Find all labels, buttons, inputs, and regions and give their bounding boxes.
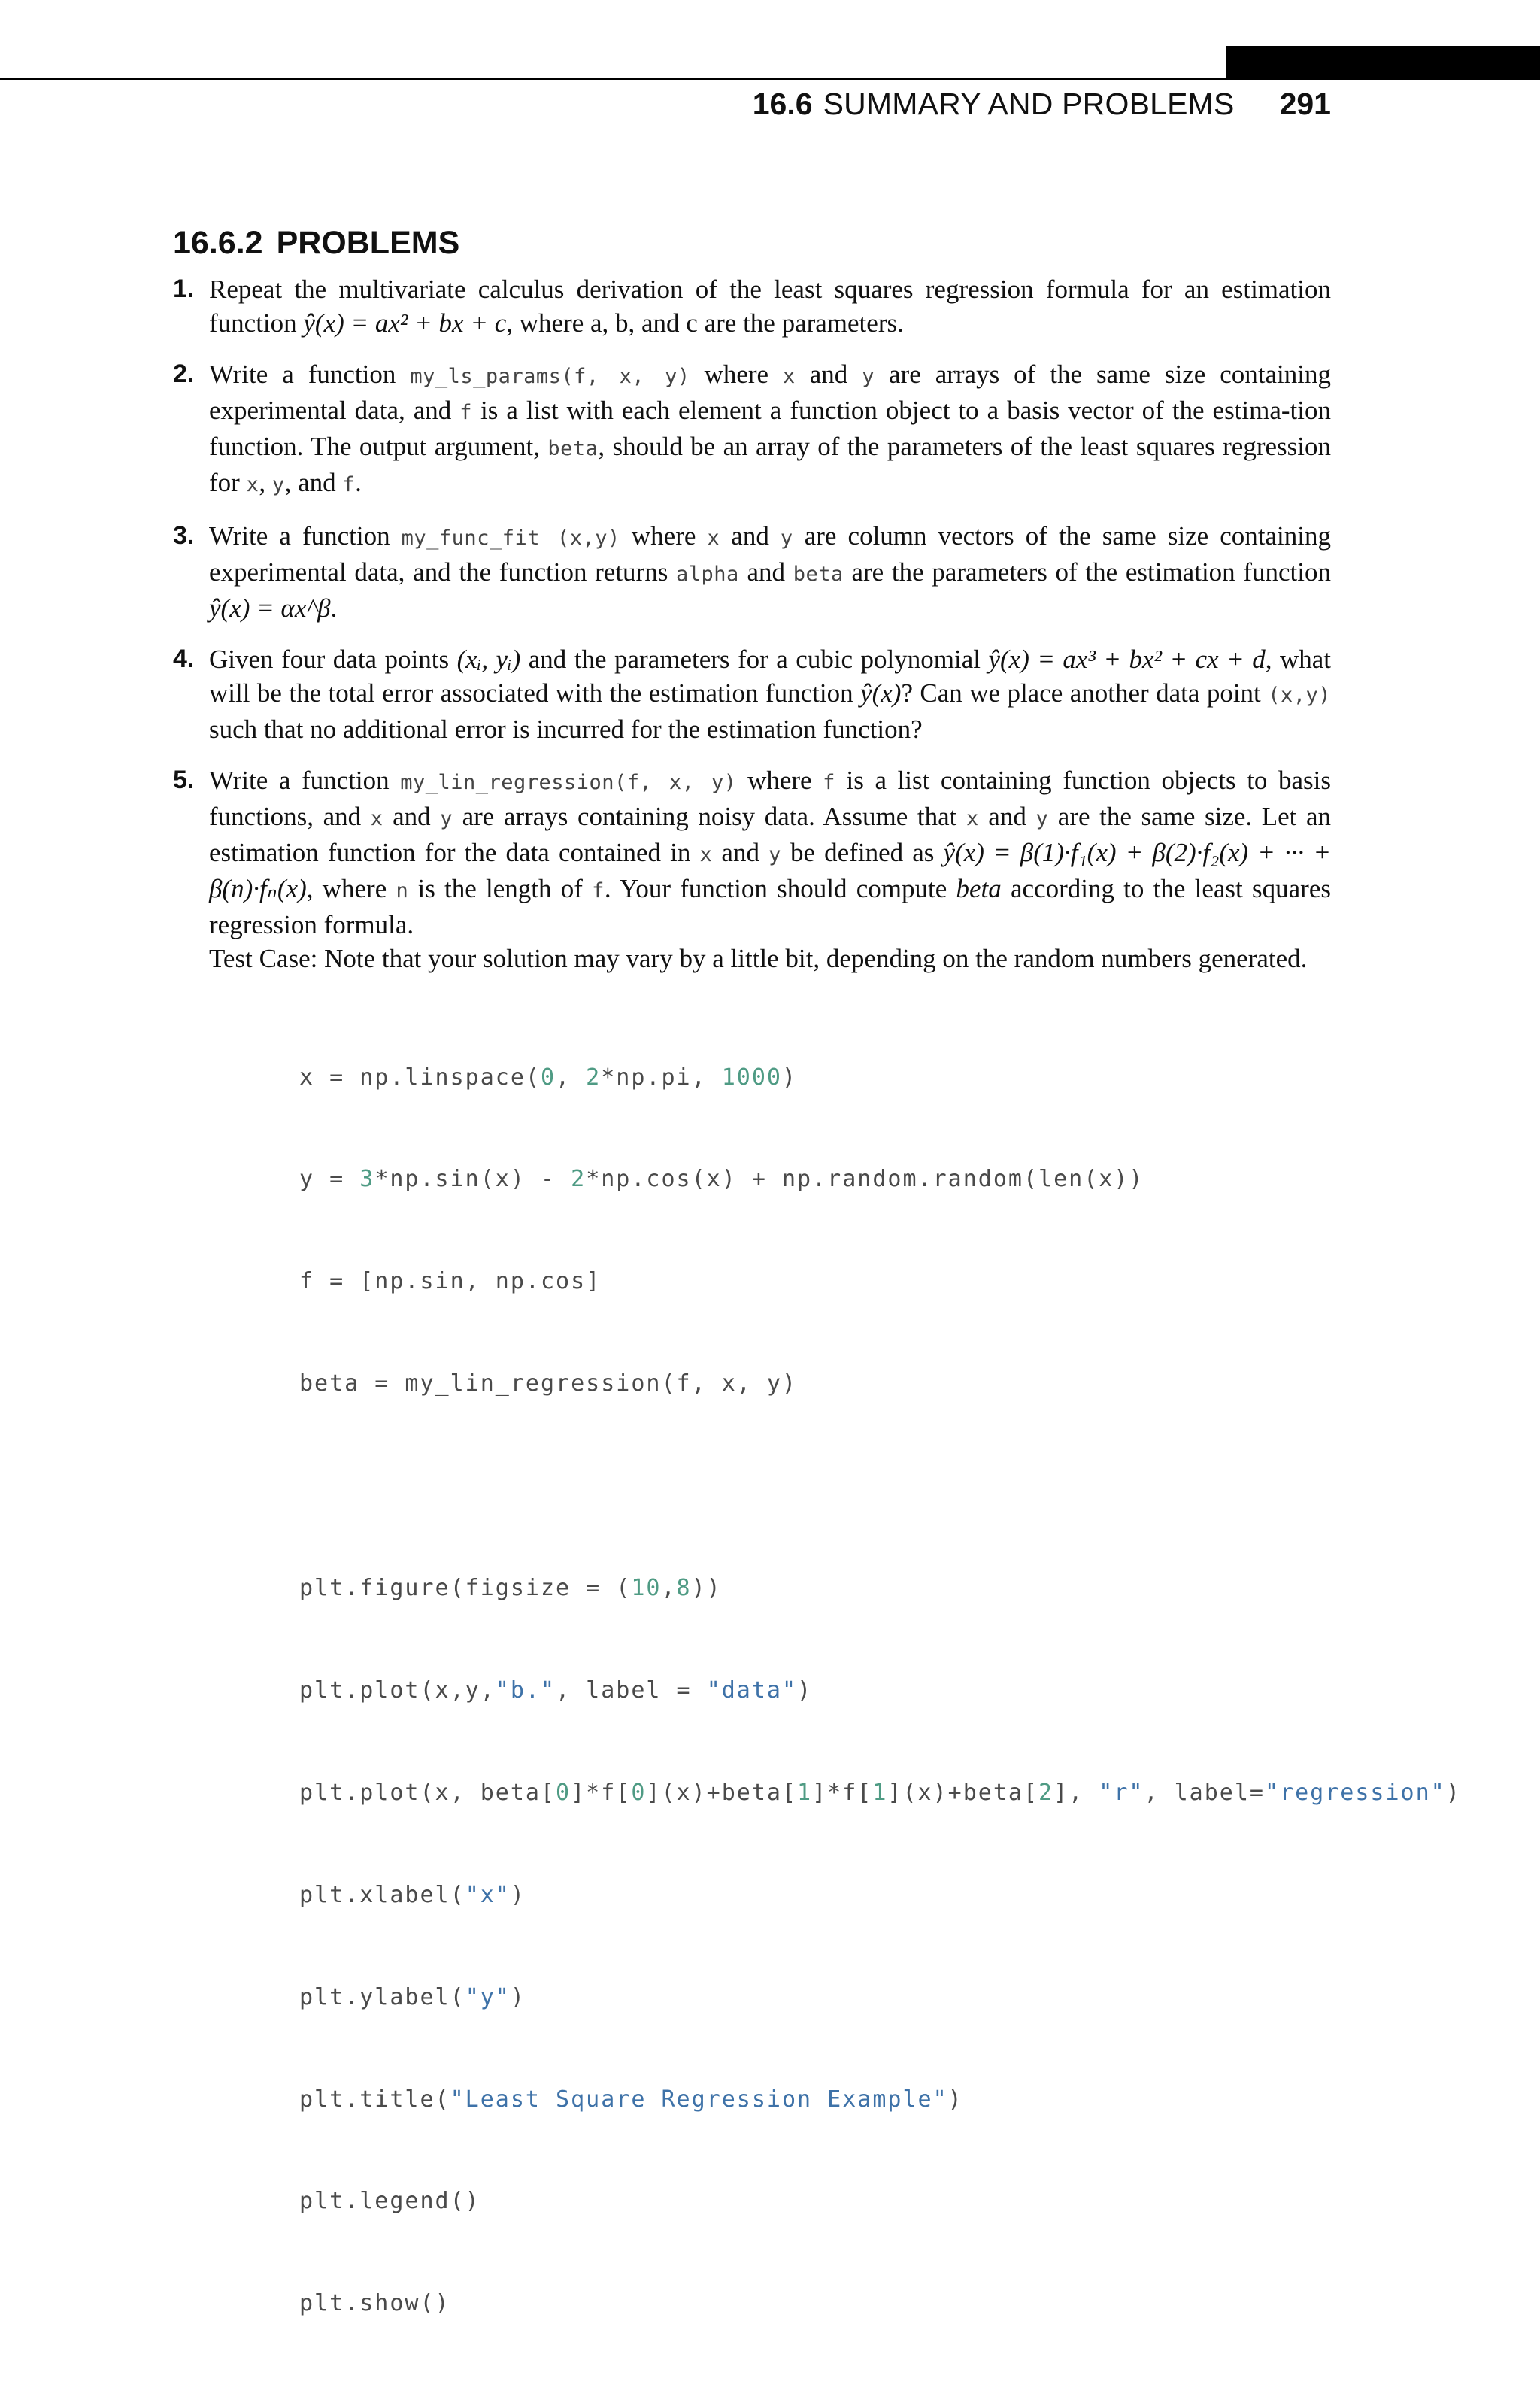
code-number: 0 <box>631 1779 647 1806</box>
code-line <box>299 1980 1331 2014</box>
code-number: 2 <box>586 1063 602 1091</box>
code-token: plt.legend() <box>299 2188 480 2215</box>
problem-text-run: and <box>383 802 441 831</box>
code-token: ) <box>510 1881 526 1908</box>
code-token: ) <box>1445 1779 1461 1806</box>
formula: ŷ(x) = ax² + bx + c <box>303 308 507 338</box>
problem-text-run: . <box>330 593 338 623</box>
inline-code: alpha <box>676 563 739 586</box>
problem-number: 5. <box>173 766 195 794</box>
problem-text-run: are arrays containing noisy data. Assume that <box>453 802 966 831</box>
code-string: "b." <box>495 1676 556 1704</box>
code-number: 0 <box>540 1063 556 1091</box>
code-line <box>299 1264 1331 1298</box>
code-token: ]*f[ <box>812 1779 873 1806</box>
problem-text-run: and <box>720 521 781 551</box>
inline-code: x <box>370 807 383 830</box>
formula: ŷ(x) <box>860 678 902 708</box>
problem-text-run: , where a, b, and c are the parameters. <box>506 308 904 338</box>
code-line <box>299 1162 1331 1196</box>
inline-code: y <box>780 526 793 550</box>
problem-text-run: Given four data points <box>209 645 457 674</box>
formula: ŷ(x) = ax³ + bx² + cx + d <box>988 645 1266 674</box>
code-number: 1 <box>872 1779 888 1806</box>
problem-text-run: where <box>736 766 823 795</box>
code-token: plt.figure(figsize = ( <box>299 1575 632 1602</box>
code-number: 8 <box>676 1575 692 1602</box>
inline-code: y <box>768 843 781 866</box>
code-token: ](x)+beta[ <box>887 1779 1039 1806</box>
code-token: x = np.linspace( <box>299 1063 541 1091</box>
problem-text <box>209 357 1331 502</box>
problem-5 <box>173 763 1461 2389</box>
inline-code: n <box>396 879 409 903</box>
code-token: *np.sin(x) - <box>374 1166 571 1193</box>
code-token: , label = <box>556 1676 707 1704</box>
inline-code: x <box>699 843 713 866</box>
problem-text-run: and <box>978 802 1036 831</box>
inline-code: y <box>440 807 453 830</box>
code-token: plt.plot(x, beta[ <box>299 1779 556 1806</box>
inline-code: my_lin_regression(f, x, y) <box>400 771 737 794</box>
code-line <box>299 1060 1331 1094</box>
inline-code: y <box>271 473 285 496</box>
code-line <box>299 2083 1331 2116</box>
problem-text <box>209 519 1331 625</box>
code-token: ) <box>947 2086 963 2113</box>
code-string: "data" <box>706 1676 798 1704</box>
code-token: *np.pi, <box>601 1063 722 1091</box>
inline-code: y <box>862 365 875 388</box>
inline-code: (x,y) <box>1268 684 1331 707</box>
code-line <box>299 1776 1461 1810</box>
problem-text-run: , should be an array of the parameters of the least squares regression for <box>209 432 1331 497</box>
running-head-section-title: SUMMARY AND PROBLEMS <box>823 86 1235 121</box>
problem-text-run: and the parameters for a cubic polynomial <box>520 645 989 674</box>
header-tab <box>1226 46 1540 79</box>
code-number: 2 <box>571 1166 587 1193</box>
problem-text <box>209 763 1331 942</box>
code-token: ) <box>510 1983 526 2010</box>
code-token: beta = my_lin_regression(f, x, y) <box>299 1370 798 1397</box>
emphasis: beta <box>956 874 1002 903</box>
problem-text-run: Repeat the multivariate calculus derivation of the least squares regression formula for an estimation function <box>209 275 1331 338</box>
inline-code: f <box>459 401 473 424</box>
problem-text-run: are the same size. Let an estimation function for the data contained in <box>209 802 1331 867</box>
problem-text-run: where <box>620 521 708 551</box>
code-token: , label= <box>1144 1779 1265 1806</box>
page-number: 291 <box>1279 86 1331 121</box>
problem-3 <box>173 519 1331 625</box>
code-token: )) <box>691 1575 722 1602</box>
inline-code: x <box>966 807 979 830</box>
running-head-section-number: 16.6 <box>752 86 813 121</box>
code-token: *np.cos(x) + np.random.random(len(x)) <box>586 1166 1144 1193</box>
running-head <box>753 84 1331 123</box>
problem-number: 4. <box>173 645 195 673</box>
code-string: "x" <box>465 1881 511 1908</box>
code-number: 0 <box>556 1779 571 1806</box>
inline-code: f <box>823 771 835 794</box>
problem-text-run: is a list containing function objects to basis functions, and <box>209 766 1331 831</box>
code-token: ]*f[ <box>571 1779 632 1806</box>
code-token: ], <box>1053 1779 1099 1806</box>
code-blank-line <box>299 1469 1331 1503</box>
problem-text-run: . Your function should compute <box>604 874 956 903</box>
problem-text-run: , what will be the total error associated with the estimation function <box>209 645 1331 708</box>
code-block <box>299 992 1461 2389</box>
section-heading-title: PROBLEMS <box>276 225 460 261</box>
inline-code: beta <box>547 437 599 460</box>
problem-text-run: is the length of <box>408 874 593 903</box>
code-number: 1000 <box>721 1063 782 1091</box>
problem-text-run: is a list with each element a function object to a basis vector of the estima-tion function. The output argument, <box>209 396 1331 461</box>
code-token: ) <box>781 1063 798 1091</box>
inline-code: my_func_fit (x,y) <box>401 526 620 550</box>
code-string: "y" <box>465 1983 511 2010</box>
formula: (xᵢ, yᵢ) <box>456 645 521 674</box>
problem-text-run: . <box>355 468 362 497</box>
header-rule <box>0 78 1540 80</box>
problem-text-run: and <box>712 838 769 867</box>
problem-text-run: Write a function <box>209 521 402 551</box>
code-token: f = [np.sin, np.cos] <box>299 1268 602 1295</box>
code-token: y = <box>299 1166 360 1193</box>
code-token: ) <box>797 1676 813 1704</box>
problem-text-run: such that no additional error is incurred for the estimation function? <box>209 715 923 744</box>
inline-code: my_ls_params(f, x, y) <box>410 365 690 388</box>
problem-text-run: where <box>690 360 784 389</box>
problem-text-run: Write a function <box>209 360 411 389</box>
code-token: plt.show() <box>299 2290 450 2317</box>
code-string: "Least Square Regression Example" <box>450 2086 948 2113</box>
inline-code: beta <box>793 563 844 586</box>
inline-code: x <box>783 365 796 388</box>
problem-text-run: ? Can we place another data point <box>901 678 1269 708</box>
problem-text <box>209 272 1331 340</box>
problem-text-run: are the parameters of the estimation function <box>843 557 1332 587</box>
code-token: plt.ylabel( <box>299 1983 465 2010</box>
problem-text-run: and <box>738 557 793 587</box>
code-string: "r" <box>1099 1779 1144 1806</box>
problem-text-run: according to the least squares regression formula. <box>209 874 1331 939</box>
problem-number: 3. <box>173 521 195 550</box>
code-line <box>299 1571 1331 1605</box>
code-number: 1 <box>797 1779 813 1806</box>
problem-text <box>209 642 1331 746</box>
inline-code: x <box>246 473 259 496</box>
inline-code: y <box>1035 807 1049 830</box>
code-token: , <box>661 1575 677 1602</box>
problem-text-run: , where <box>306 874 396 903</box>
formula: ŷ(x) = αx^β <box>209 593 331 623</box>
code-token: plt.plot(x,y, <box>299 1676 496 1704</box>
problem-4 <box>173 642 1331 746</box>
code-token: plt.xlabel( <box>299 1881 465 1908</box>
problem-text-run: are arrays of the same size containing experimental data, and <box>209 360 1331 425</box>
code-number: 3 <box>359 1166 375 1193</box>
problem-text-run: are column vectors of the same size containing experimental data, and the function returns <box>209 521 1331 587</box>
code-line <box>299 2184 1331 2218</box>
problem-text-run: , and <box>284 468 343 497</box>
problem-list <box>173 272 1461 2406</box>
inline-code: f <box>342 473 356 496</box>
inline-code: x <box>707 526 720 550</box>
problem-text-run: and <box>795 360 862 389</box>
code-line <box>299 2286 1331 2320</box>
problem-number: 2. <box>173 360 195 388</box>
problem-2 <box>173 357 1331 502</box>
formula: ŷ(x) = β(1)·f₁(x) + β(2)·f₂(x) + ··· + β(n)·fₙ(x) <box>209 838 1332 903</box>
inline-code: f <box>592 879 605 903</box>
problem-number: 1. <box>173 275 195 303</box>
code-line <box>299 1673 1331 1707</box>
problem-text-run: Write a function <box>209 766 401 795</box>
code-line <box>299 1878 1331 1912</box>
problem-1 <box>173 272 1331 340</box>
section-heading <box>173 223 459 263</box>
code-number: 10 <box>631 1575 662 1602</box>
section-heading-number: 16.6.2 <box>173 225 263 261</box>
code-token: , <box>556 1063 587 1091</box>
code-line <box>299 1367 1331 1400</box>
problem-text-run: , <box>259 468 272 497</box>
test-case-text: Test Case: Note that your solution may vary by a little bit, depending on the random numbers generated. <box>209 944 1308 973</box>
problem-text-run: be defined as <box>781 838 944 867</box>
code-token: plt.title( <box>299 2086 450 2113</box>
code-string: "regression" <box>1264 1779 1446 1806</box>
code-number: 2 <box>1038 1779 1054 1806</box>
code-token: ](x)+beta[ <box>646 1779 798 1806</box>
